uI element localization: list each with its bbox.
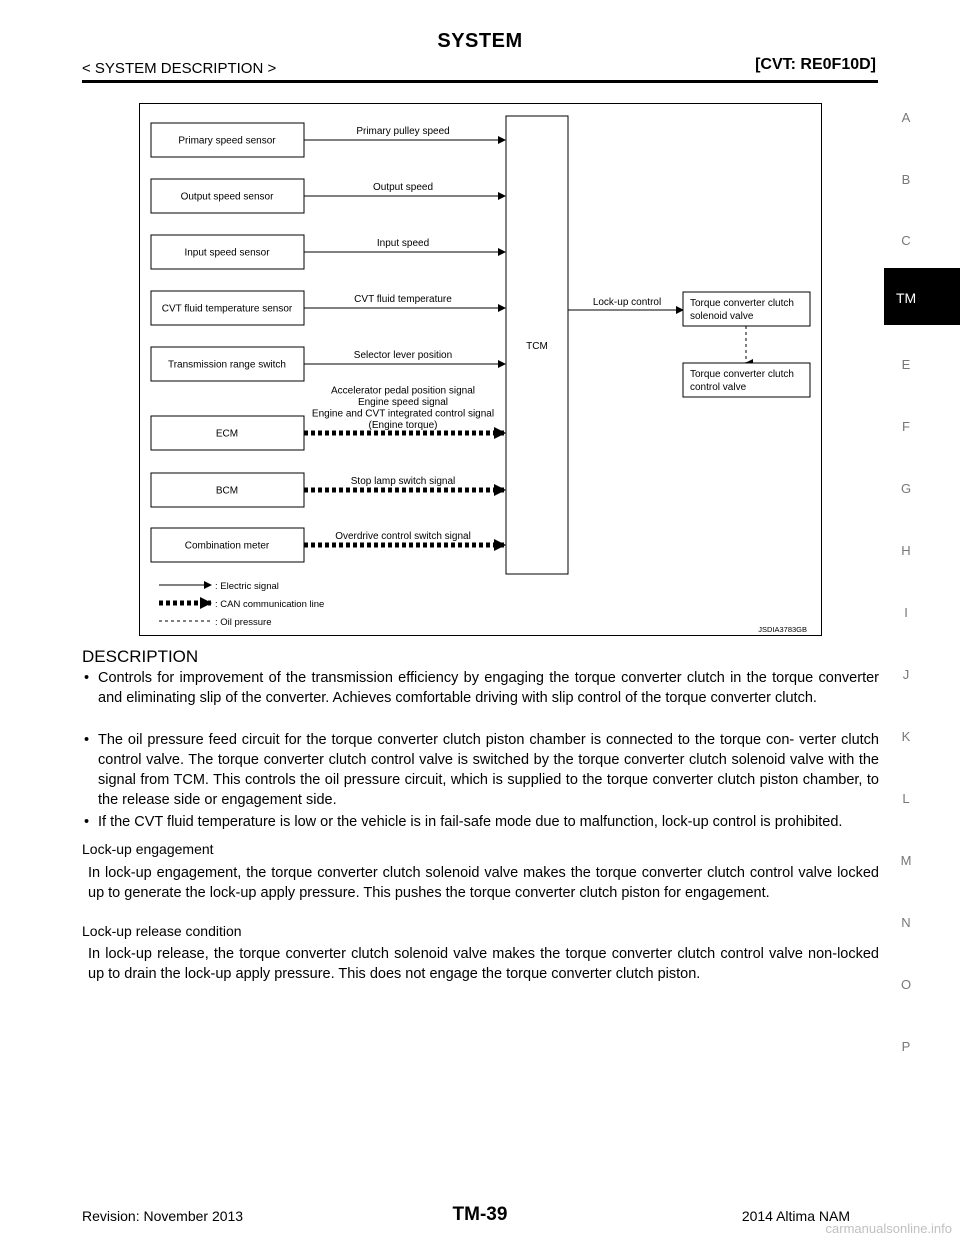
description-bullet [82,668,879,708]
output-components [568,292,810,397]
side-index-letter[interactable]: L [902,791,910,806]
tcc-control-valve-line2: control valve [690,382,747,393]
side-index-letter[interactable]: H [901,543,911,558]
description-heading: DESCRIPTION [82,647,199,666]
description-bullet [82,730,879,810]
tcm-block [506,116,568,574]
tcm-label: TCM [526,341,548,352]
page-title: SYSTEM [437,30,523,52]
side-index-letter[interactable]: O [900,977,912,992]
input-label: Output speed sensor [180,191,274,203]
input-label: Primary speed sensor [178,135,276,147]
input-label: BCM [215,485,239,497]
lockup-control-label: Lock-up control [592,297,662,308]
release-heading: Lock-up release condition [82,923,242,939]
bullet-symbol: • [84,670,90,686]
side-index-letter[interactable]: E [901,357,911,372]
signal-label: Primary pulley speed [356,126,450,137]
footer-model: 2014 Altima NAM [741,1208,850,1224]
release-paragraph: In lock-up release, the torque converter clutch solenoid valve makes the torque converter clutch control valve non-locked up to drain the lock-up apply pressure. This does not engage the torque converter clutch piston. [88,946,879,982]
input-label: CVT fluid temperature sensor [161,303,293,315]
footer-page-number: TM-39 [452,1204,508,1225]
signal-label: (Engine torque) [368,420,438,431]
side-index-active-tab[interactable] [884,268,960,325]
section-label: < SYSTEM DESCRIPTION > [82,60,277,77]
signal-label: Selector lever position [353,350,453,361]
side-index-letter[interactable]: B [901,172,911,187]
side-index-letter[interactable]: J [902,667,910,682]
side-index-active-label: TM [896,290,917,306]
footer-watermark: carmanualsonline.info [825,1221,952,1236]
signal-label: Output speed [372,182,434,193]
header-rule [82,80,878,83]
side-index-letter[interactable]: I [904,605,908,620]
diagram-code: JSDIA3783GB [758,625,807,634]
input-label: ECM [215,428,239,440]
input-components [151,123,505,562]
tcc-solenoid-valve-line1: Torque converter clutch [690,298,794,309]
legend-can-label: : CAN communication line [215,599,325,610]
model-label: [CVT: RE0F10D] [755,56,876,73]
tcc-solenoid-valve-line2: solenoid valve [690,311,754,322]
signal-label: Engine and CVT integrated control signal [311,408,495,420]
engagement-paragraph: In lock-up engagement, the torque converter clutch solenoid valve makes the torque converter clutch control valve locked up to generate the lock-up apply pressure. This pushes the torque converter clutch piston for engagement. [88,865,879,901]
signal-label: Engine speed signal [357,397,449,408]
side-index-letter[interactable]: K [901,729,911,744]
diagram-legend [159,581,324,628]
bullet-text: If the CVT fluid temperature is low or the vehicle is in fail-safe mode due to malfunction, lock-up control is prohibited. [98,814,843,830]
engagement-heading: Lock-up engagement [82,841,214,857]
bullet-text: The oil pressure feed circuit for the torque converter clutch piston chamber is connected to the torque con- verter clutch control valve. The torque converter clutch control valve is switched by the torque converter clutch solenoid valve with the signal from TCM. This controls the oil pressure circuit, which is supplied to the torque converter clutch piston chamber, to the release side or engagement side. [98,732,879,808]
signal-label: Input speed [376,238,430,249]
side-index-letter[interactable]: C [901,233,911,248]
bullet-symbol: • [84,814,90,830]
input-label: Transmission range switch [167,359,287,371]
signal-label: Accelerator pedal position signal [331,385,475,397]
side-index-letter[interactable]: A [901,110,911,125]
signal-label: Stop lamp switch signal [350,476,456,487]
system-diagram [139,103,822,636]
description-bullet [82,812,879,832]
tcc-control-valve-line1: Torque converter clutch [690,369,794,380]
side-index-letter[interactable]: F [902,419,910,434]
bullet-text: Controls for improvement of the transmission efficiency by engaging the torque converter clutch in the torque converter and eliminating slip of the converter. Achieves comfortable driving with slip control of the torque converter clutch. [98,670,879,706]
input-label: Input speed sensor [184,247,270,259]
signal-label: Overdrive control switch signal [335,531,471,542]
footer-revision: Revision: November 2013 [82,1208,244,1224]
legend-oil-label: : Oil pressure [215,617,272,628]
side-index-letter[interactable]: M [900,853,912,868]
input-label: Combination meter [184,540,270,552]
side-index-letter[interactable]: G [900,481,912,496]
bullet-symbol: • [84,732,90,748]
side-index-letter[interactable]: P [901,1039,911,1054]
legend-electric-label: : Electric signal [215,581,279,592]
signal-label: CVT fluid temperature [354,294,452,305]
side-index-letter[interactable]: N [901,915,911,930]
